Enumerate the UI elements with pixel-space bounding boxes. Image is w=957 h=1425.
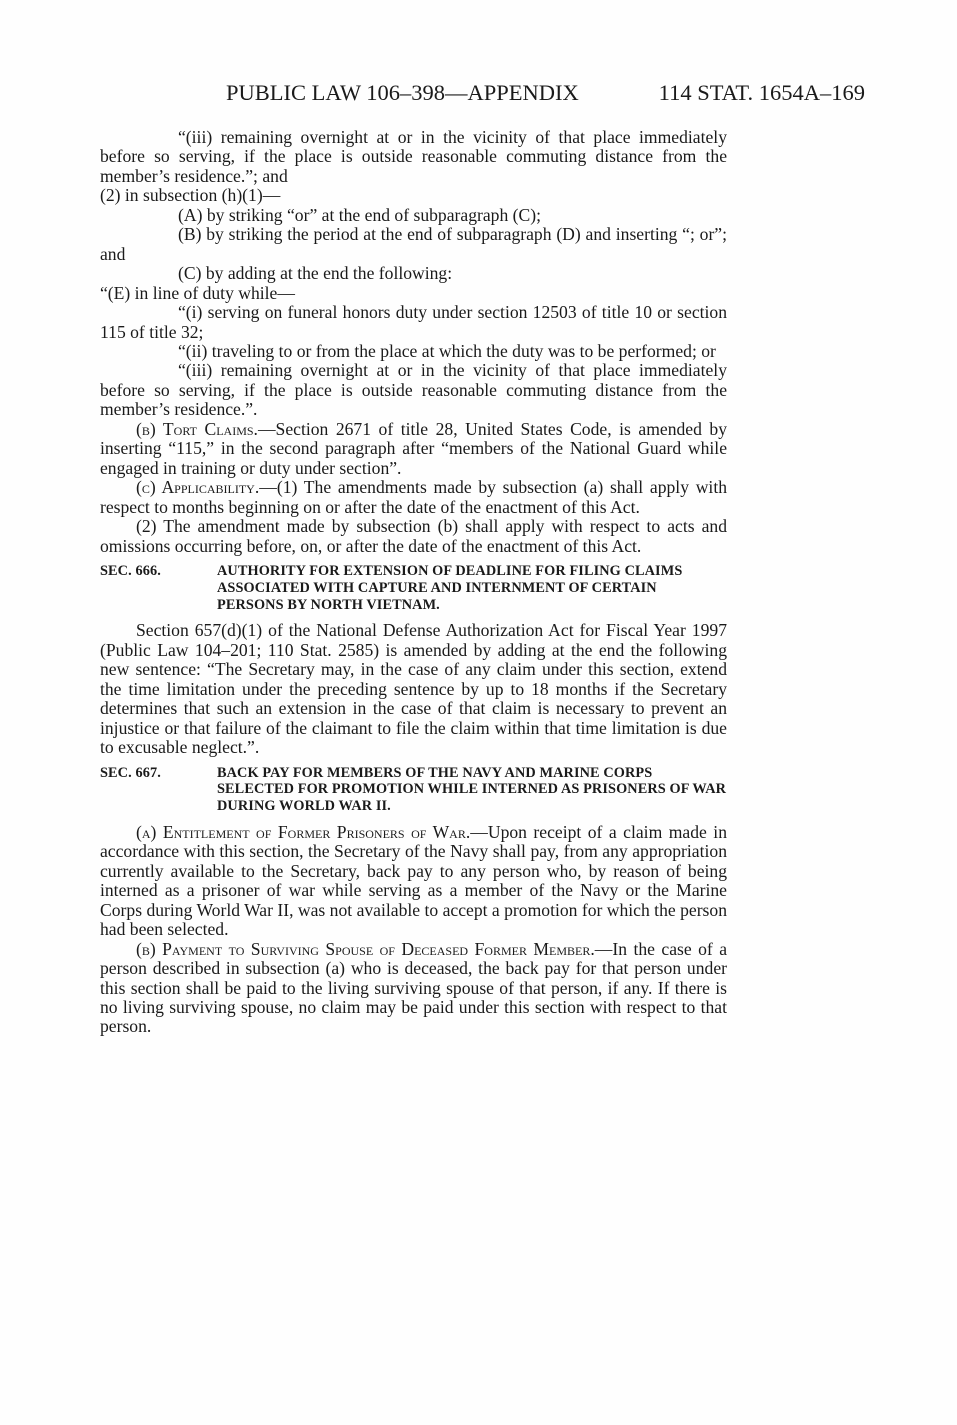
paragraph-667a-entitlement bbox=[100, 823, 727, 940]
applicability-body: —(1) The amendments made by subsection (a) shall apply with respect to months beginning on or after the date of the enactment of this Act. bbox=[100, 477, 728, 517]
subsection-heading-entitlement: (a) Entitlement of Former Prisoners of War. bbox=[136, 821, 471, 842]
section-667-heading bbox=[100, 765, 727, 815]
section-666-number: SEC. 666. bbox=[100, 562, 161, 579]
paragraph-iii-remaining: “(iii) remaining overnight at or in the vicinity of that place immediately before so serving, if the place is outside reasonable commuting distance from the member’s residence.”. bbox=[100, 360, 727, 420]
paragraph-i-funeral-honors: “(i) serving on funeral honors duty under section 12503 of title 10 or section 115 of title 32; bbox=[100, 302, 727, 342]
section-667-title: BACK PAY FOR MEMBERS OF THE NAVY AND MARINE CORPS SELECTED FOR PROMOTION WHILE INTERNED AS PRISONERS OF WAR DURING WORLD WAR II. bbox=[217, 764, 727, 815]
page-header bbox=[0, 78, 957, 108]
entitlement-body: —Upon receipt of a claim made in accordance with this section, the Secretary of the Navy shall pay, from any appropriation currently available to the Secretary, back pay to any person who, by reason of being interned as a prisoner of war while serving as a member of the Navy or the Marine Corps during World War II, was not available to accept a promotion for which the person had been selected. bbox=[100, 821, 727, 940]
paragraph-iii-residence: “(iii) remaining overnight at or in the vicinity of that place immediately before so serving, if the place is outside reasonable commuting distance from the member’s residence.”; and bbox=[100, 127, 727, 186]
paragraph-667b-surviving-spouse bbox=[100, 940, 727, 1037]
surviving-spouse-body: —In the case of a person described in subsection (a) who is deceased, the back pay for that person under this section shall be paid to the living surviving spouse of that person, if any. If there is no living surviving spouse, no claim may be paid under this section with respect to that person. bbox=[100, 938, 728, 1037]
subsection-heading-tort-claims: (b) Tort Claims. bbox=[136, 418, 258, 439]
section-667-number: SEC. 667. bbox=[100, 764, 161, 781]
section-666-title: AUTHORITY FOR EXTENSION OF DEADLINE FOR FILING CLAIMS ASSOCIATED WITH CAPTURE AND INTERNMENT OF CERTAIN PERSONS BY NORTH VIETNAM. bbox=[217, 562, 683, 613]
paragraph-E-line-of-duty: “(E) in line of duty while— bbox=[100, 282, 295, 303]
subsection-heading-surviving-spouse: (b) Payment to Surviving Spouse of Deceased Former Member. bbox=[136, 938, 595, 959]
tort-claims-body: —Section 2671 of title 28, United States Code, is amended by inserting “115,” in the second paragraph after “members of the National Guard while engaged in training or duty under section”. bbox=[100, 418, 728, 478]
subsection-heading-applicability: (c) Applicability. bbox=[136, 477, 260, 498]
header-stat-citation: 114 STAT. 1654A–169 bbox=[658, 80, 865, 105]
paragraph-C-adding: (C) by adding at the end the following: bbox=[178, 263, 453, 284]
section-666-body: Section 657(d)(1) of the National Defense Authorization Act for Fiscal Year 1997 (Public Law 104–201; 110 Stat. 2585) is amended by adding at the end the following new sentence: “The Secretary may, in the case of any claim under this section, extend the time limitation under the preceding sentence by up to 18 months if the Secretary determines that such an extension in the case of that claim is necessary to prevent an injustice or that failure of the claimant to file the claim within that time limitation is due to excusable neglect.”. bbox=[100, 620, 727, 758]
paragraph-c-applicability bbox=[100, 478, 727, 517]
paragraph-c2-amendment: (2) The amendment made by subsection (b) shall apply with respect to acts and omissions occurring before, on, or after the date of the enactment of this Act. bbox=[100, 516, 727, 556]
paragraph-ii-traveling: “(ii) traveling to or from the place at which the duty was to be performed; or bbox=[178, 340, 716, 361]
paragraph-A-striking-or: (A) by striking “or” at the end of subparagraph (C); bbox=[178, 204, 541, 225]
main-text bbox=[100, 128, 727, 1037]
section-666-heading bbox=[100, 563, 727, 613]
paragraph-b-tort-claims bbox=[100, 420, 727, 478]
header-law-title: PUBLIC LAW 106–398—APPENDIX bbox=[226, 80, 579, 105]
paragraph-B-striking-period: (B) by striking the period at the end of subparagraph (D) and inserting “; or”; and bbox=[100, 224, 727, 264]
paragraph-subsection-h1: (2) in subsection (h)(1)— bbox=[100, 185, 281, 206]
